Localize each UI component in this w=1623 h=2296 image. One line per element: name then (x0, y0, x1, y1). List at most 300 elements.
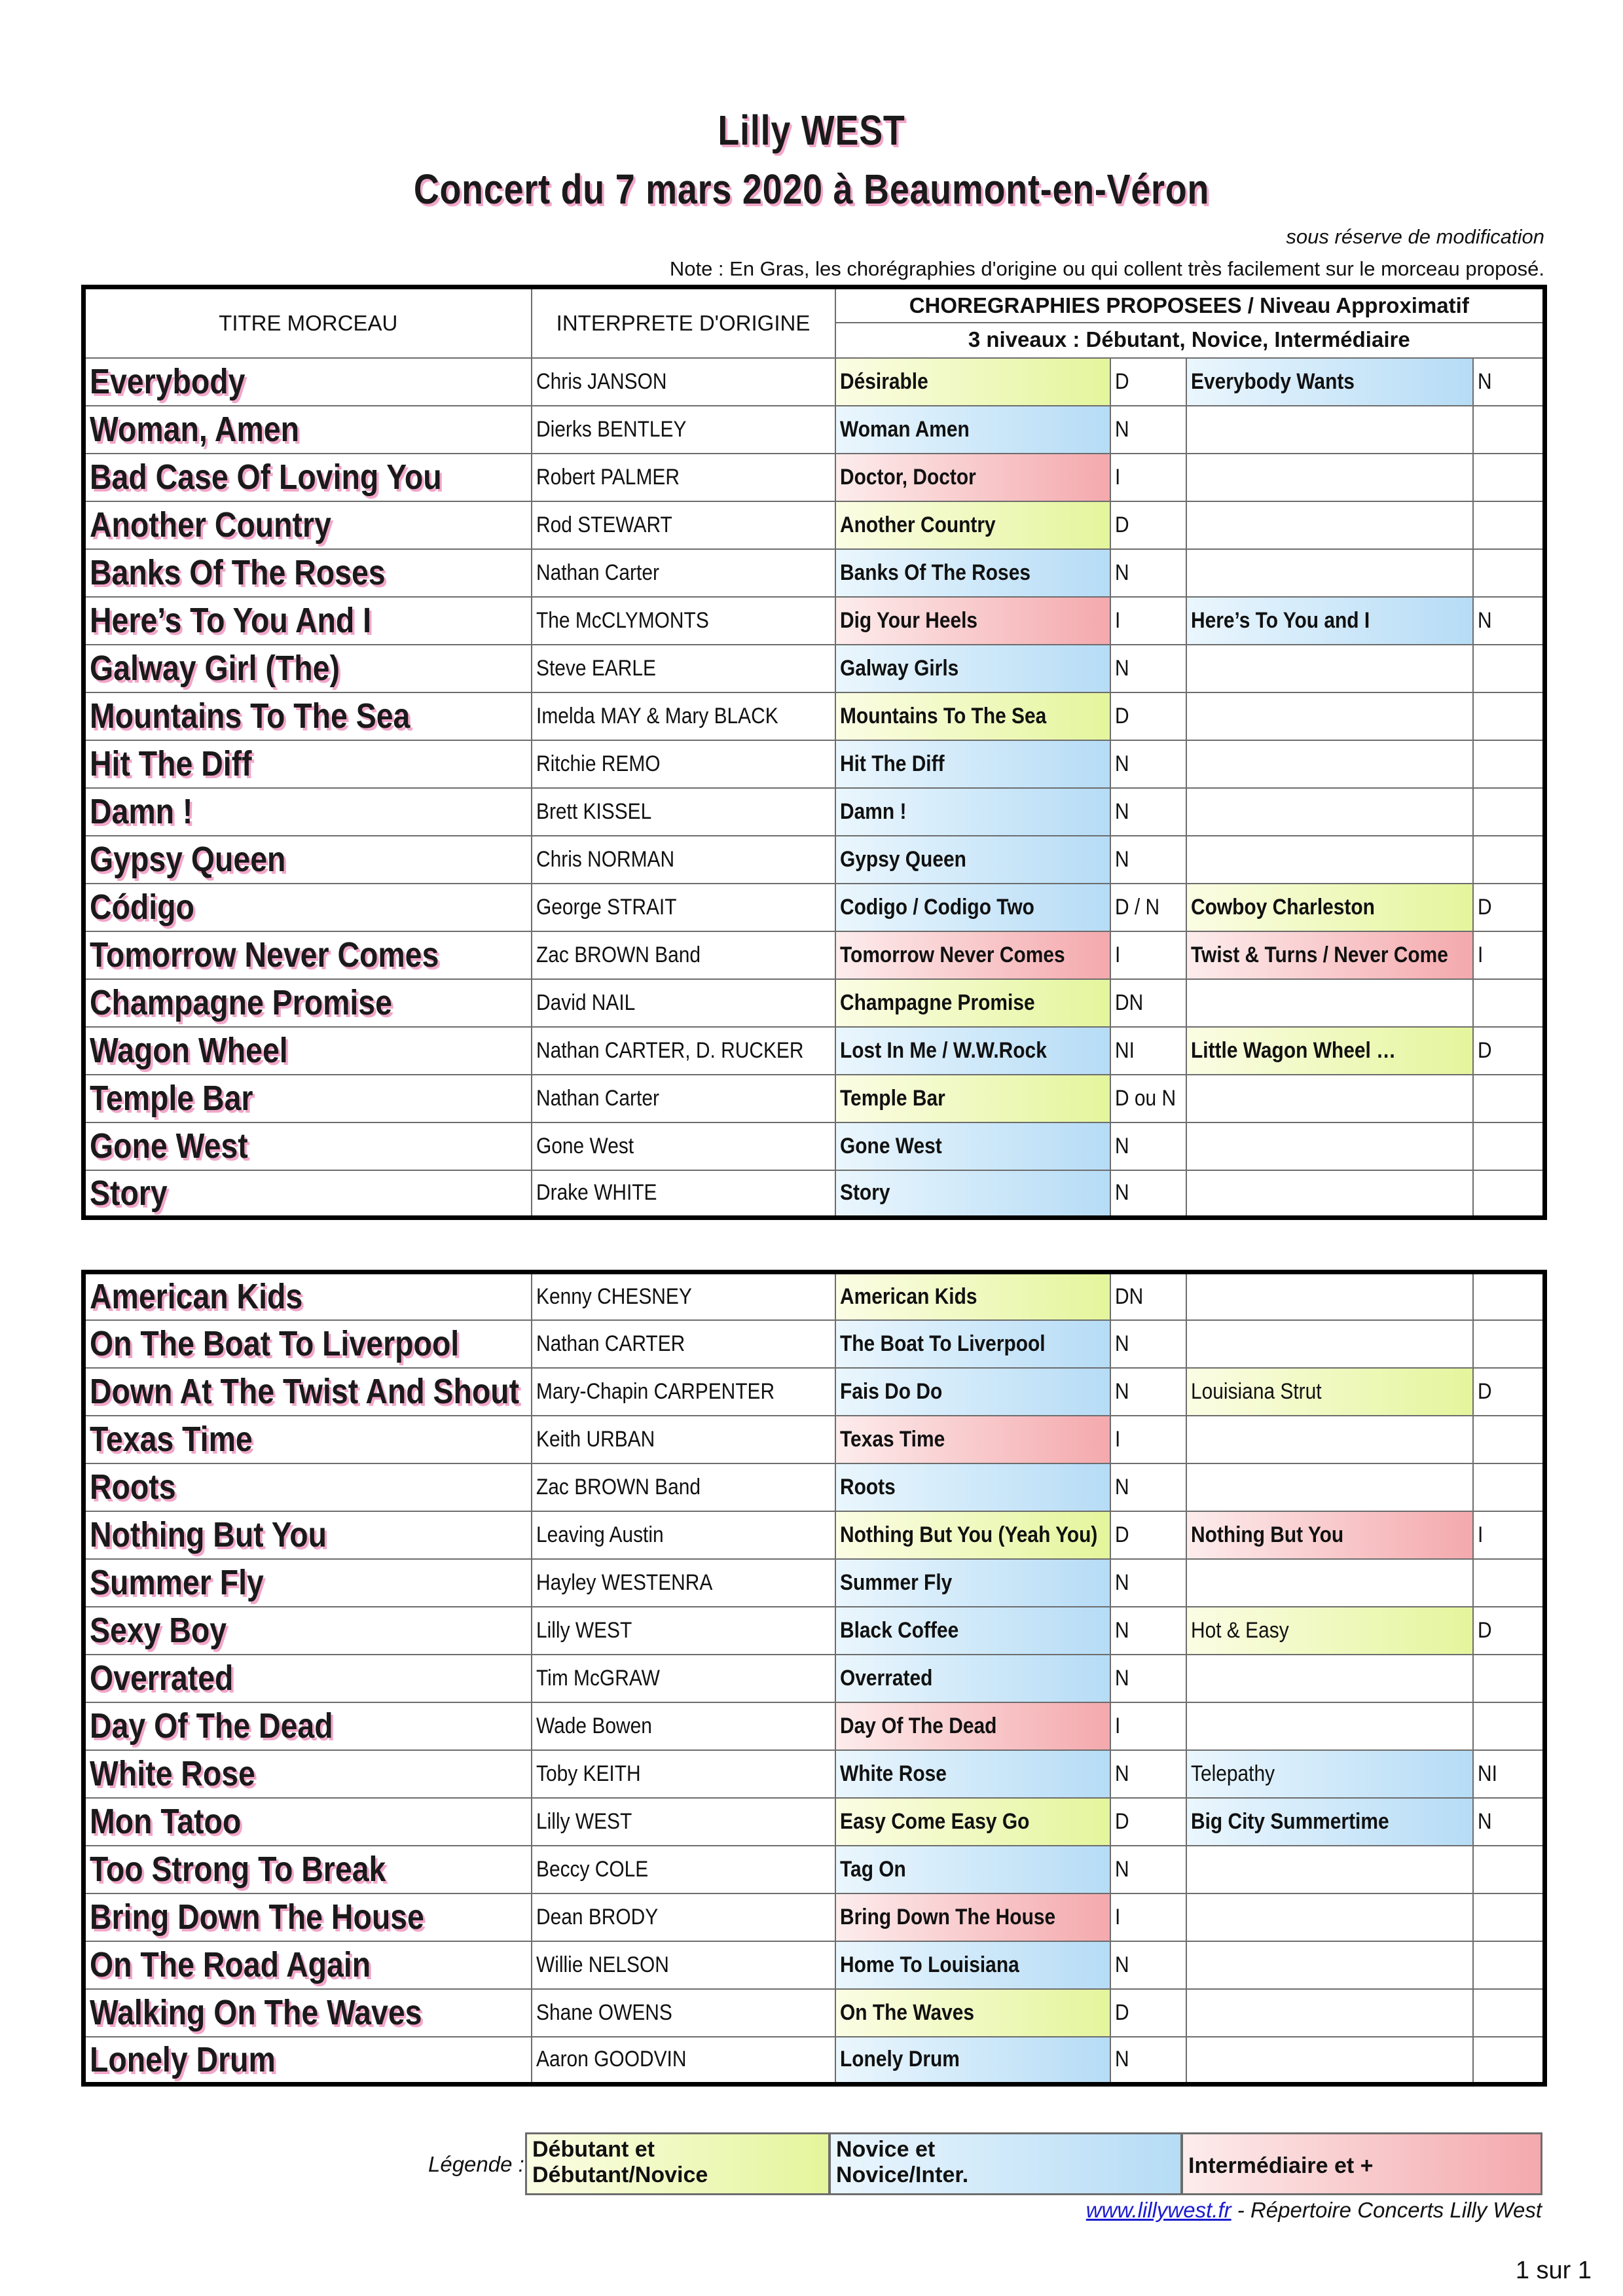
choreo-1-level-cell (1110, 979, 1186, 1027)
table-row (84, 979, 1545, 1027)
choreo-2-level-cell (1473, 1368, 1545, 1416)
choreo-1-cell (835, 1559, 1110, 1607)
artist-name: Nathan Carter (536, 1085, 659, 1111)
choreo-2-level-cell (1473, 1846, 1545, 1893)
title-line-1: Lilly WEST (718, 107, 905, 154)
table-row (84, 1027, 1545, 1075)
artist-cell (532, 406, 835, 454)
song-title: Temple Bar (90, 1079, 253, 1118)
choreo-1-cell (835, 692, 1110, 740)
choreo-1-level-cell (1110, 1655, 1186, 1702)
song-title-cell (84, 1989, 532, 2037)
artist-name: Tim McGRAW (536, 1665, 660, 1691)
choreo-1-level-cell (1110, 1416, 1186, 1463)
choreo-1-level-cell (1110, 1272, 1186, 1320)
choreo-2-cell (1186, 788, 1473, 836)
table-row (84, 1122, 1545, 1170)
artist-name: Chris JANSON (536, 368, 666, 394)
choreo-1-level: I (1114, 1426, 1120, 1452)
choreo-2-cell (1186, 358, 1473, 406)
table-row (84, 406, 1545, 454)
choreo-2-name: Everybody Wants (1190, 368, 1355, 394)
song-title: Galway Girl (The) (90, 649, 340, 688)
song-title: Bad Case Of Loving You (90, 457, 442, 497)
choreo-1-level: N (1114, 416, 1129, 442)
choreo-1-name: The Boat To Liverpool (839, 1331, 1046, 1356)
song-title-cell (84, 1702, 532, 1750)
choreo-1-name: Mountains To The Sea (839, 703, 1046, 728)
artist-cell (532, 1941, 835, 1989)
artist-name: Nathan CARTER, D. RUCKER (536, 1037, 803, 1063)
song-title-cell (84, 979, 532, 1027)
artist-cell (532, 836, 835, 884)
table-row (84, 1846, 1545, 1893)
choreo-1-cell (835, 931, 1110, 979)
choreo-1-name: Nothing But You (Yeah You) (839, 1522, 1097, 1547)
choreo-2-name: Twist & Turns / Never Come (1190, 942, 1448, 967)
choreo-2-level-cell (1473, 1170, 1545, 1218)
song-title: Here’s To You And I (90, 601, 372, 640)
artist-cell (532, 454, 835, 501)
table-row (84, 1272, 1545, 1320)
artist-cell (532, 931, 835, 979)
artist-name: Zac BROWN Band (536, 942, 701, 967)
footer-text: - Répertoire Concerts Lilly West (1231, 2198, 1542, 2222)
table-row (84, 1170, 1545, 1218)
choreo-2-cell (1186, 979, 1473, 1027)
choreo-2-cell (1186, 1272, 1473, 1320)
table-row (84, 2037, 1545, 2085)
artist-cell (532, 1655, 835, 1702)
choreo-1-level-cell (1110, 597, 1186, 645)
artist-cell (532, 1893, 835, 1941)
table-row (84, 692, 1545, 740)
choreo-2-level-cell (1473, 979, 1545, 1027)
choreo-1-name: Roots (839, 1474, 896, 1499)
choreo-2-cell (1186, 1559, 1473, 1607)
bold-note: Note : En Gras, les chorégraphies d'origine ou qui collent très facilement sur le morceau proposé. (669, 257, 1544, 280)
table-row (84, 788, 1545, 836)
song-title: Day Of The Dead (90, 1706, 333, 1746)
choreo-1-cell (835, 597, 1110, 645)
choreo-1-name: Gone West (839, 1133, 942, 1158)
choreo-2-cell (1186, 1941, 1473, 1989)
choreo-1-cell (835, 1368, 1110, 1416)
artist-name: Nathan Carter (536, 560, 659, 585)
choreo-2-name: Cowboy Charleston (1190, 894, 1375, 920)
legend-debutant-line-1: Débutant et (532, 2137, 655, 2162)
choreo-2-level-cell (1473, 406, 1545, 454)
song-title-cell (84, 1655, 532, 1702)
song-title: Lonely Drum (90, 2039, 276, 2079)
choreo-1-level: D (1114, 1522, 1129, 1547)
artist-name: Mary-Chapin CARPENTER (536, 1378, 775, 1404)
choreo-1-level: N (1114, 798, 1129, 824)
choreo-1-level-cell (1110, 454, 1186, 501)
choreo-2-cell (1186, 1463, 1473, 1511)
choreo-1-cell (835, 1941, 1110, 1989)
choreo-1-name: Story (839, 1180, 890, 1206)
table-row (84, 884, 1545, 931)
choreo-1-cell (835, 501, 1110, 549)
song-title-cell (84, 406, 532, 454)
choreo-1-level: N (1114, 1761, 1129, 1786)
artist-name: Hayley WESTENRA (536, 1570, 712, 1595)
table-row (84, 836, 1545, 884)
song-title: Sexy Boy (90, 1611, 227, 1650)
song-title-cell (84, 1368, 532, 1416)
choreo-2-cell (1186, 1893, 1473, 1941)
song-title: Walking On The Waves (90, 1993, 422, 2032)
song-title: Down At The Twist And Shout (90, 1372, 520, 1411)
song-title: Bring Down The House (90, 1897, 424, 1937)
footer (1086, 2198, 1542, 2223)
song-title-cell (84, 454, 532, 501)
artist-cell (532, 979, 835, 1027)
choreo-2-cell (1186, 836, 1473, 884)
artist-cell (532, 1272, 835, 1320)
choreo-2-cell (1186, 1989, 1473, 2037)
choreo-1-level: N (1114, 1474, 1129, 1499)
choreo-2-level: D (1477, 1617, 1492, 1643)
choreo-2-level: NI (1477, 1761, 1497, 1786)
choreo-1-level-cell (1110, 2037, 1186, 2085)
choreo-2-cell (1186, 884, 1473, 931)
choreo-2-level-cell (1473, 836, 1545, 884)
choreo-2-level: N (1477, 1808, 1492, 1834)
choreo-1-cell (835, 1607, 1110, 1655)
choreo-2-level-cell (1473, 740, 1545, 788)
song-title: White Rose (90, 1754, 255, 1793)
choreo-1-level: I (1114, 464, 1120, 490)
choreo-1-cell (835, 836, 1110, 884)
choreo-2-cell (1186, 1170, 1473, 1218)
choreo-1-name: Easy Come Easy Go (839, 1808, 1029, 1834)
table-row (84, 597, 1545, 645)
song-title: On The Road Again (90, 1945, 371, 1984)
choreo-2-level-cell (1473, 1416, 1545, 1463)
choreo-2-level-cell (1473, 1559, 1545, 1607)
choreo-1-cell (835, 1416, 1110, 1463)
choreo-1-name: Bring Down The House (839, 1904, 1055, 1929)
choreo-1-cell (835, 2037, 1110, 2085)
choreo-1-cell (835, 1655, 1110, 1702)
artist-name: George STRAIT (536, 894, 676, 920)
choreo-1-cell (835, 1989, 1110, 2037)
artist-cell (532, 1798, 835, 1846)
choreo-1-level-cell (1110, 1075, 1186, 1122)
artist-name: Shane OWENS (536, 2000, 672, 2025)
choreo-1-level-cell (1110, 788, 1186, 836)
artist-cell (532, 501, 835, 549)
legend-intermediaire-label: Intermédiaire et + (1188, 2153, 1374, 2178)
song-title: Damn ! (90, 792, 193, 831)
choreo-1-cell (835, 1702, 1110, 1750)
artist-name: Lilly WEST (536, 1617, 632, 1643)
website-link[interactable]: www.lillywest.fr (1085, 2198, 1231, 2222)
artist-cell (532, 645, 835, 692)
song-title-cell (84, 788, 532, 836)
choreo-1-name: Lonely Drum (839, 2047, 960, 2072)
choreo-1-cell (835, 884, 1110, 931)
table-header-row (84, 287, 1545, 358)
artist-name: The McCLYMONTS (536, 607, 709, 633)
choreo-1-level: DN (1114, 1283, 1143, 1309)
choreo-1-level: N (1114, 2047, 1129, 2072)
artist-name: Willie NELSON (536, 1952, 669, 1977)
song-title: Another Country (90, 505, 331, 545)
artist-name: Gone West (536, 1133, 634, 1158)
artist-name: Ritchie REMO (536, 751, 661, 776)
choreo-2-level-cell (1473, 1027, 1545, 1075)
choreo-2-cell (1186, 1750, 1473, 1798)
song-title-cell (84, 549, 532, 597)
choreo-1-level: N (1114, 1180, 1129, 1206)
choreo-1-level-cell (1110, 1702, 1186, 1750)
choreo-2-cell (1186, 1027, 1473, 1075)
table-row (84, 1702, 1545, 1750)
setlist-table-1 (81, 285, 1547, 1220)
song-title: Gone West (90, 1126, 248, 1166)
table-row (84, 1416, 1545, 1463)
choreo-1-level: N (1114, 846, 1129, 872)
choreo-1-name: On The Waves (839, 2000, 974, 2025)
song-title-cell (84, 836, 532, 884)
choreo-1-name: Home To Louisiana (839, 1952, 1019, 1977)
song-title-cell (84, 358, 532, 406)
choreo-2-level: N (1477, 607, 1492, 633)
song-title: Summer Fly (90, 1563, 264, 1602)
choreo-2-level-cell (1473, 1702, 1545, 1750)
choreo-1-cell (835, 1170, 1110, 1218)
choreo-1-level: D (1114, 2000, 1129, 2025)
choreo-1-cell (835, 1846, 1110, 1893)
choreo-1-name: Désirable (839, 368, 928, 394)
choreo-1-level: N (1114, 1133, 1129, 1158)
choreo-1-level-cell (1110, 1750, 1186, 1798)
song-title: Everybody (90, 362, 246, 401)
choreo-1-cell (835, 645, 1110, 692)
choreo-1-level: N (1114, 1570, 1129, 1595)
song-title-cell (84, 1511, 532, 1559)
choreo-1-name: Tag On (839, 1856, 906, 1882)
song-title-cell (84, 1416, 532, 1463)
song-title-cell (84, 1170, 532, 1218)
song-title: Hit The Diff (90, 744, 252, 783)
choreo-2-level-cell (1473, 788, 1545, 836)
choreo-2-level-cell (1473, 597, 1545, 645)
choreo-2-cell (1186, 597, 1473, 645)
legend-novice-line-1: Novice et (836, 2137, 936, 2162)
choreo-1-level-cell (1110, 501, 1186, 549)
column-header-artist: INTERPRETE D'ORIGINE (532, 287, 835, 358)
table-row (84, 1368, 1545, 1416)
artist-cell (532, 1989, 835, 2037)
table-row (84, 358, 1545, 406)
choreo-2-cell (1186, 406, 1473, 454)
choreo-1-cell (835, 1798, 1110, 1846)
artist-name: Toby KEITH (536, 1761, 641, 1786)
choreo-1-level: D ou N (1114, 1085, 1176, 1111)
choreo-2-level: N (1477, 368, 1492, 394)
table-row (84, 1655, 1545, 1702)
choreo-2-level-cell (1473, 1511, 1545, 1559)
artist-name: Wade Bowen (536, 1713, 652, 1738)
choreo-1-level-cell (1110, 549, 1186, 597)
choreo-1-name: Champagne Promise (839, 990, 1035, 1015)
song-title: On The Boat To Liverpool (90, 1324, 460, 1363)
artist-name: Lilly WEST (536, 1808, 632, 1834)
choreo-2-cell (1186, 692, 1473, 740)
choreo-2-level-cell (1473, 1320, 1545, 1368)
choreo-1-level: I (1114, 607, 1120, 633)
song-title: Wagon Wheel (90, 1031, 288, 1070)
artist-name: Aaron GOODVIN (536, 2047, 686, 2072)
choreo-1-name: Day Of The Dead (839, 1713, 996, 1738)
choreo-2-cell (1186, 645, 1473, 692)
choreo-2-level-cell (1473, 549, 1545, 597)
column-header-title: TITRE MORCEAU (84, 287, 532, 358)
choreo-1-level: I (1114, 1904, 1120, 1929)
choreo-1-cell (835, 740, 1110, 788)
choreo-1-level-cell (1110, 1320, 1186, 1368)
choreo-2-cell (1186, 1702, 1473, 1750)
artist-cell (532, 1750, 835, 1798)
choreo-2-name: Here’s To You and I (1190, 607, 1370, 633)
choreo-2-name: Nothing But You (1190, 1522, 1343, 1547)
choreo-1-level-cell (1110, 1607, 1186, 1655)
artist-name: David NAIL (536, 990, 635, 1015)
choreo-1-level: I (1114, 1713, 1120, 1738)
song-title: American Kids (90, 1277, 303, 1317)
choreo-2-cell (1186, 2037, 1473, 2085)
choreo-1-cell (835, 1320, 1110, 1368)
choreo-1-name: Banks Of The Roses (839, 560, 1030, 585)
table-row (84, 740, 1545, 788)
artist-cell (532, 884, 835, 931)
choreo-1-level: D (1114, 1808, 1129, 1834)
table-row (84, 501, 1545, 549)
choreo-header-line-2: 3 niveaux : Débutant, Novice, Intermédiaire (968, 327, 1410, 351)
choreo-2-level: D (1477, 1378, 1492, 1404)
choreo-header-line-1: CHOREGRAPHIES PROPOSEES / Niveau Approximatif (836, 289, 1543, 323)
song-title: Too Strong To Break (90, 1850, 386, 1889)
choreo-1-name: Damn ! (839, 798, 906, 824)
choreo-1-level-cell (1110, 740, 1186, 788)
song-title-cell (84, 740, 532, 788)
choreo-1-name: Black Coffee (839, 1617, 958, 1643)
song-title: Woman, Amen (90, 410, 299, 449)
choreo-1-level-cell (1110, 1941, 1186, 1989)
choreo-2-cell (1186, 1798, 1473, 1846)
song-title-cell (84, 597, 532, 645)
choreo-2-level: D (1477, 1037, 1492, 1063)
song-title-cell (84, 1559, 532, 1607)
artist-name: Rod STEWART (536, 512, 672, 537)
choreo-2-level-cell (1473, 884, 1545, 931)
choreo-2-level-cell (1473, 1272, 1545, 1320)
choreo-1-level-cell (1110, 1846, 1186, 1893)
choreo-2-name: Louisiana Strut (1190, 1378, 1322, 1404)
choreo-1-cell (835, 1272, 1110, 1320)
choreo-1-level: D (1114, 703, 1129, 728)
choreo-2-level: D (1477, 894, 1492, 920)
song-title-cell (84, 1027, 532, 1075)
artist-cell (532, 1320, 835, 1368)
choreo-1-level-cell (1110, 645, 1186, 692)
song-title-cell (84, 645, 532, 692)
choreo-1-level-cell (1110, 836, 1186, 884)
song-title: Tomorrow Never Comes (90, 935, 439, 975)
choreo-2-level-cell (1473, 1989, 1545, 2037)
choreo-1-name: Woman Amen (839, 416, 970, 442)
reserve-note: sous réserve de modification (1286, 225, 1544, 248)
choreo-2-level-cell (1473, 1893, 1545, 1941)
choreo-2-level-cell (1473, 358, 1545, 406)
artist-name: Leaving Austin (536, 1522, 664, 1547)
song-title: Código (90, 888, 194, 927)
song-title-cell (84, 1075, 532, 1122)
song-title-cell (84, 1750, 532, 1798)
choreo-2-level-cell (1473, 1607, 1545, 1655)
choreo-1-cell (835, 549, 1110, 597)
artist-cell (532, 1511, 835, 1559)
choreo-1-level: D (1114, 512, 1129, 537)
choreo-1-name: Overrated (839, 1665, 932, 1691)
choreo-1-level: D / N (1114, 894, 1159, 920)
artist-cell (532, 1463, 835, 1511)
legend-novice-line-2: Novice/Inter. (836, 2162, 969, 2187)
artist-name: Robert PALMER (536, 464, 680, 490)
choreo-2-level-cell (1473, 1798, 1545, 1846)
artist-cell (532, 1170, 835, 1218)
artist-cell (532, 549, 835, 597)
song-title-cell (84, 1893, 532, 1941)
song-title: Mon Tatoo (90, 1802, 242, 1841)
choreo-1-cell (835, 1463, 1110, 1511)
legend-debutant (525, 2132, 830, 2195)
choreo-2-name: Hot & Easy (1190, 1617, 1289, 1643)
song-title-cell (84, 501, 532, 549)
artist-cell (532, 1368, 835, 1416)
choreo-2-cell (1186, 1320, 1473, 1368)
choreo-1-level: N (1114, 655, 1129, 681)
choreo-1-name: Temple Bar (839, 1085, 945, 1111)
choreo-1-cell (835, 358, 1110, 406)
page-number: 1 sur 1 (1515, 2257, 1592, 2284)
choreo-1-name: Lost In Me / W.W.Rock (839, 1037, 1047, 1063)
artist-cell (532, 788, 835, 836)
table-row (84, 931, 1545, 979)
choreo-1-name: Another Country (839, 512, 996, 537)
choreo-2-cell (1186, 1846, 1473, 1893)
choreo-2-cell (1186, 740, 1473, 788)
song-title-cell (84, 1320, 532, 1368)
choreo-2-level-cell (1473, 1122, 1545, 1170)
song-title: Banks Of The Roses (90, 553, 386, 592)
song-title-cell (84, 2037, 532, 2085)
song-title: Mountains To The Sea (90, 696, 410, 736)
song-title-cell (84, 1122, 532, 1170)
choreo-1-level-cell (1110, 1893, 1186, 1941)
song-title-cell (84, 1941, 532, 1989)
choreo-2-cell (1186, 1075, 1473, 1122)
choreo-1-cell (835, 1027, 1110, 1075)
artist-cell (532, 1027, 835, 1075)
choreo-2-level-cell (1473, 1075, 1545, 1122)
table-row (84, 1941, 1545, 1989)
choreo-1-level-cell (1110, 1559, 1186, 1607)
